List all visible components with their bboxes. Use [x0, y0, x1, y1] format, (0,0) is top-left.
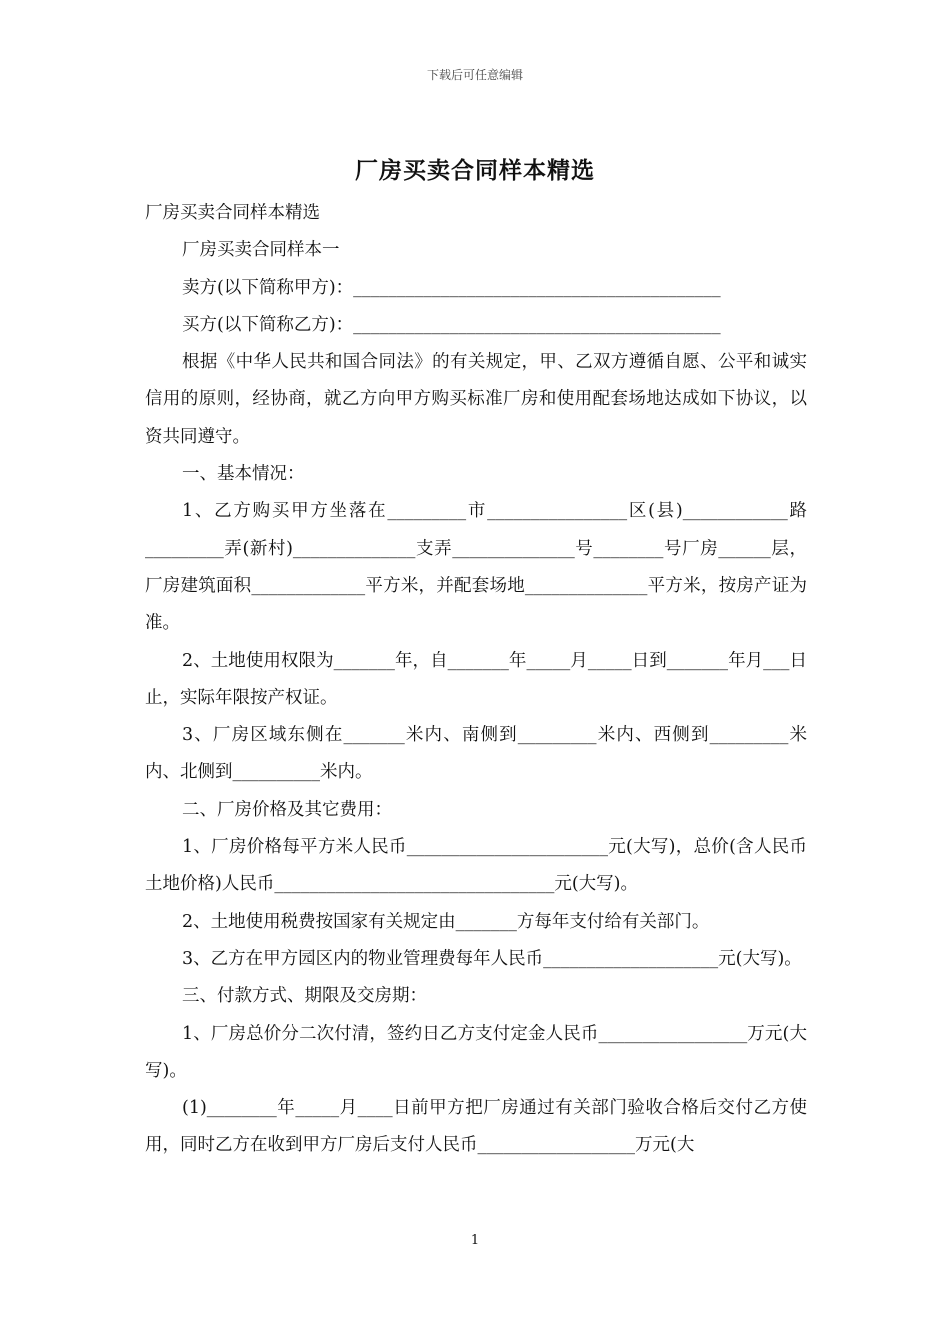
section-heading-basic: 一、基本情况：	[182, 464, 305, 485]
header-note: 下载后可任意编辑	[426, 68, 523, 82]
seller-line: 卖方(以下简称甲方)：__________________________________________	[182, 277, 721, 298]
clause-paragraph: 3、乙方在甲方园区内的物业管理费每年人民币____________________元(大写)。	[182, 948, 802, 969]
page-number: 1	[470, 1233, 480, 1248]
document-title: 厂房买卖合同样本精选	[355, 157, 595, 184]
section-heading-payment: 三、付款方式、期限及交房期：	[182, 986, 427, 1007]
clause-paragraph: 1、厂房总价分二次付清，签约日乙方支付定金人民币_________________万元(大写)。	[145, 1023, 807, 1081]
sample-heading: 厂房买卖合同样本一	[182, 240, 340, 261]
subtitle-paragraph: 厂房买卖合同样本精选	[145, 203, 320, 223]
buyer-line: 买方(以下简称乙方)：__________________________________________	[182, 314, 721, 335]
preamble-paragraph: 根据《中华人民共和国合同法》的有关规定，甲、乙双方遵循自愿、公平和诚实信用的原则，经协商，就乙方向甲方购买标准厂房和使用配套场地达成如下协议，以资共同遵守。	[145, 352, 807, 447]
document-body	[145, 195, 807, 1165]
clause-paragraph: 2、土地使用权限为_______年，自_______年_____月_____日到_______年月___日止，实际年限按产权证。	[145, 650, 807, 708]
clause-paragraph: (1)________年_____月____日前甲方把厂房通过有关部门验收合格后交付乙方使用，同时乙方在收到甲方厂房后支付人民币__________________万元(大	[145, 1098, 807, 1156]
clause-paragraph: 2、土地使用税费按国家有关规定由_______方每年支付给有关部门。	[182, 911, 710, 932]
clause-paragraph: 3、厂房区域东侧在_______米内、南侧到_________米内、西侧到_________米内、北侧到__________米内。	[145, 725, 807, 783]
clause-paragraph: 1、厂房价格每平方米人民币_______________________元(大写)，总价(含人民币土地价格)人民币________________________________元(大写)。	[145, 837, 807, 895]
section-heading-price: 二、厂房价格及其它费用：	[182, 799, 392, 820]
clause-paragraph: 1、乙方购买甲方坐落在_________市________________区(县)____________路_________弄(新村)______________支弄______________号________号厂房______层，厂房建筑面积_____________平方米，并配套场地______________平方米，按房产证为准。	[145, 501, 807, 634]
